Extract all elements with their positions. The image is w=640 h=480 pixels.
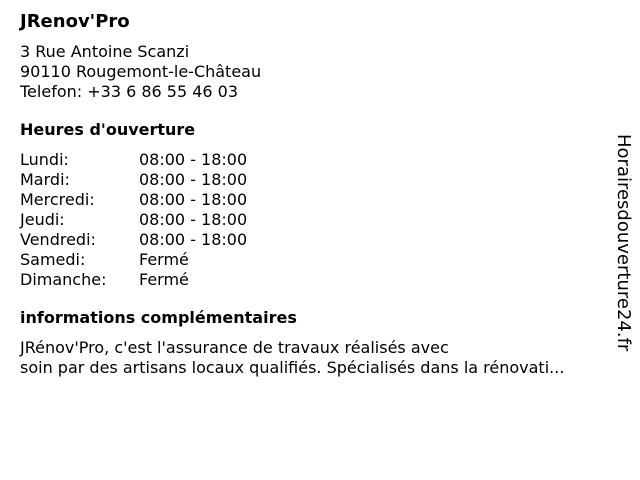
day-label: Jeudi: — [20, 210, 65, 229]
hours-row-sunday — [20, 270, 610, 290]
time-value: 08:00 - 18:00 — [139, 230, 248, 249]
phone-number: Telefon: +33 6 86 55 46 03 — [20, 82, 239, 101]
day-label: Samedi: — [20, 250, 86, 269]
hours-row-thursday — [20, 210, 610, 230]
business-name: JRenov'Pro — [20, 11, 130, 32]
day-label: Mercredi: — [20, 190, 95, 209]
time-value: 08:00 - 18:00 — [139, 210, 248, 229]
address-line-1: 3 Rue Antoine Scanzi — [20, 42, 190, 61]
business-description — [20, 338, 620, 378]
site-watermark: Horairesdouverture24.fr — [613, 134, 634, 352]
day-label: Vendredi: — [20, 230, 96, 249]
time-value: 08:00 - 18:00 — [139, 150, 248, 169]
time-value: Fermé — [139, 270, 189, 289]
address-line-2: 90110 Rougemont-le-Château — [20, 62, 262, 81]
day-label: Lundi: — [20, 150, 69, 169]
info-heading: informations complémentaires — [20, 308, 297, 327]
hours-row-monday — [20, 150, 610, 170]
time-value: 08:00 - 18:00 — [139, 170, 248, 189]
description-line-1: JRénov'Pro, c'est l'assurance de travaux réalisés avec — [20, 338, 449, 357]
hours-heading: Heures d'ouverture — [20, 120, 196, 139]
hours-table — [20, 150, 610, 290]
time-value: 08:00 - 18:00 — [139, 190, 248, 209]
hours-row-saturday — [20, 250, 610, 270]
day-label: Mardi: — [20, 170, 70, 189]
day-label: Dimanche: — [20, 270, 107, 289]
hours-row-wednesday — [20, 190, 610, 210]
description-line-2: soin par des artisans locaux qualifiés. Spécialisés dans la rénovati... — [20, 358, 565, 377]
business-card — [20, 10, 610, 378]
hours-row-tuesday — [20, 170, 610, 190]
hours-row-friday — [20, 230, 610, 250]
time-value: Fermé — [139, 250, 189, 269]
